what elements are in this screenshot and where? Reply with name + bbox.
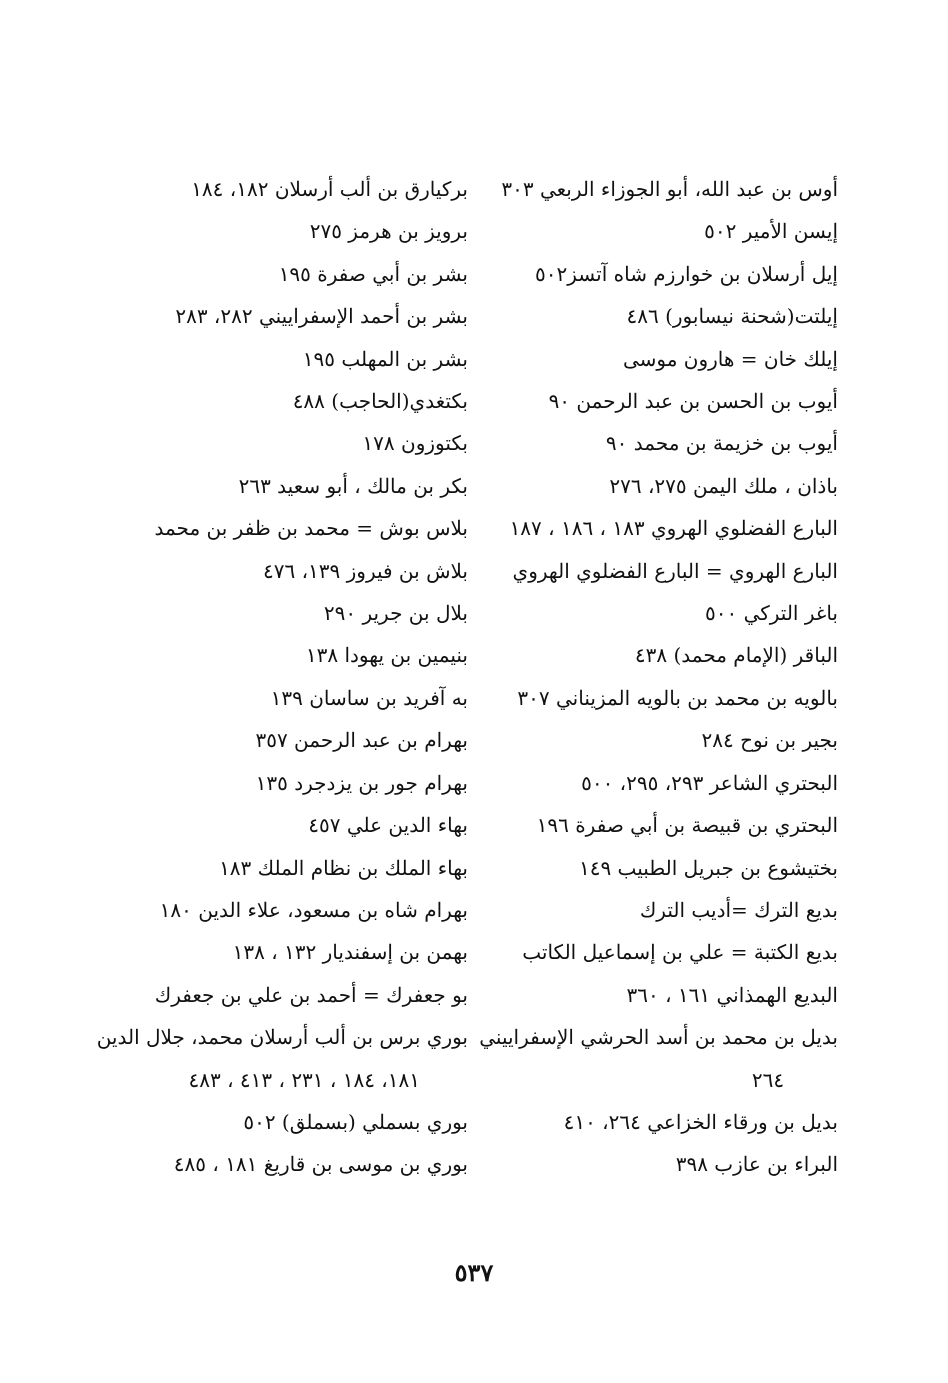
index-entry: الباقر (الإمام محمد) ٤٣٨ <box>634 643 838 668</box>
index-entry: بديع الترك =أديب الترك <box>639 897 838 922</box>
index-entry: بشر بن أحمد الإسفراييني ٢٨٢، ٢٨٣ <box>175 304 468 329</box>
index-entry: بوري برس بن ألب أرسلان محمد، جلال الدين <box>96 1025 468 1050</box>
page-number: ٥٣٧ <box>454 1258 494 1287</box>
index-entry: بشر بن المهلب ١٩٥ <box>302 346 468 371</box>
index-entry: البراء بن عازب ٣٩٨ <box>675 1152 838 1177</box>
index-entry: باغر التركي ٥٠٠ <box>704 601 838 626</box>
index-entry: بالويه بن محمد بن بالويه المزيناني ٣٠٧ <box>517 685 838 710</box>
index-entry: بجير بن نوح ٢٨٤ <box>701 728 838 753</box>
index-entry: بنيمين بن يهودا ١٣٨ <box>305 643 468 668</box>
index-entry: أيوب بن خزيمة بن محمد ٩٠ <box>605 431 838 456</box>
index-entry: إيلك خان = هارون موسى <box>622 346 838 371</box>
index-entry: بلاش بن فيروز ١٣٩، ٤٧٦ <box>262 558 468 583</box>
index-entry: بهرام شاه بن مسعود، علاء الدين ١٨٠ <box>159 897 468 922</box>
index-entry: بكر بن مالك ، أبو سعيد ٢٦٣ <box>238 473 468 498</box>
index-entry: بهمن بن إسفنديار ١٣٢ ، ١٣٨ <box>232 940 468 965</box>
index-entry: برويز بن هرمز ٢٧٥ <box>309 219 468 244</box>
index-entry: أيوب بن الحسن بن عبد الرحمن ٩٠ <box>548 389 838 414</box>
index-entry: بو جعفرك = أحمد بن علي بن جعفرك <box>154 982 468 1007</box>
index-entry: البارع الهروي = البارع الفضلوي الهروي <box>512 558 838 583</box>
index-entry-continuation: ١٨١، ١٨٤ ، ٢٣١ ، ٤١٣ ، ٤٨٣ <box>188 1067 420 1092</box>
index-entry: بهاء الدين علي ٤٥٧ <box>308 813 468 838</box>
index-entry-continuation: ٢٦٤ <box>751 1067 785 1092</box>
index-entry: بهرام بن عبد الرحمن ٣٥٧ <box>255 728 468 753</box>
index-entry: بركيارق بن ألب أرسلان ١٨٢، ١٨٤ <box>191 177 468 201</box>
index-entry: أوس بن عبد الله، أبو الجوزاء الربعي ٣٠٣ <box>501 177 838 201</box>
index-entry: بهاء الملك بن نظام الملك ١٨٣ <box>219 855 468 880</box>
index-entry: إيل أرسلان بن خوارزم شاه آتسز٥٠٢ <box>535 261 838 286</box>
index-column-right <box>478 168 838 1186</box>
index-entry: به آفريد بن ساسان ١٣٩ <box>270 685 468 710</box>
index-entry: البديع الهمذاني ١٦١ ، ٣٦٠ <box>626 982 838 1007</box>
index-entry: بلاس بوش = محمد بن ظفر بن محمد <box>154 516 468 541</box>
index-entry: بختيشوع بن جبريل الطبيب ١٤٩ <box>578 855 838 880</box>
index-entry: البارع الفضلوي الهروي ١٨٣ ، ١٨٦ ، ١٨٧ <box>509 516 838 541</box>
index-column-left <box>96 168 468 1186</box>
index-entry: بلال بن جرير ٢٩٠ <box>323 601 468 626</box>
index-entry: البحتري بن قبيصة بن أبي صفرة ١٩٦ <box>536 813 838 838</box>
index-entry: بوري بسملي (بسملق) ٥٠٢ <box>243 1109 468 1134</box>
index-entry: بديل بن ورقاء الخزاعي ٢٦٤، ٤١٠ <box>563 1109 838 1134</box>
index-entry: بكتغدي(الحاجب) ٤٨٨ <box>292 389 468 414</box>
index-entry: بكتوزون ١٧٨ <box>362 431 468 456</box>
index-entry: باذان ، ملك اليمن ٢٧٥، ٢٧٦ <box>609 473 838 498</box>
index-entry: بديل بن محمد بن أسد الحرشي الإسفراييني <box>479 1025 838 1050</box>
index-entry: بديع الكتبة = علي بن إسماعيل الكاتب <box>522 940 838 965</box>
index-entry: بوري بن موسى بن قاريغ ١٨١ ، ٤٨٥ <box>173 1152 468 1177</box>
index-entry: بشر بن أبي صفرة ١٩٥ <box>278 261 468 286</box>
index-entry: البحتري الشاعر ٢٩٣، ٢٩٥، ٥٠٠ <box>581 770 838 795</box>
index-entry: إيلتت(شحنة نيسابور) ٤٨٦ <box>626 304 838 329</box>
index-entry: بهرام جور بن يزدجرد ١٣٥ <box>255 770 468 795</box>
index-entry: إيسن الأمير ٥٠٢ <box>704 219 838 244</box>
